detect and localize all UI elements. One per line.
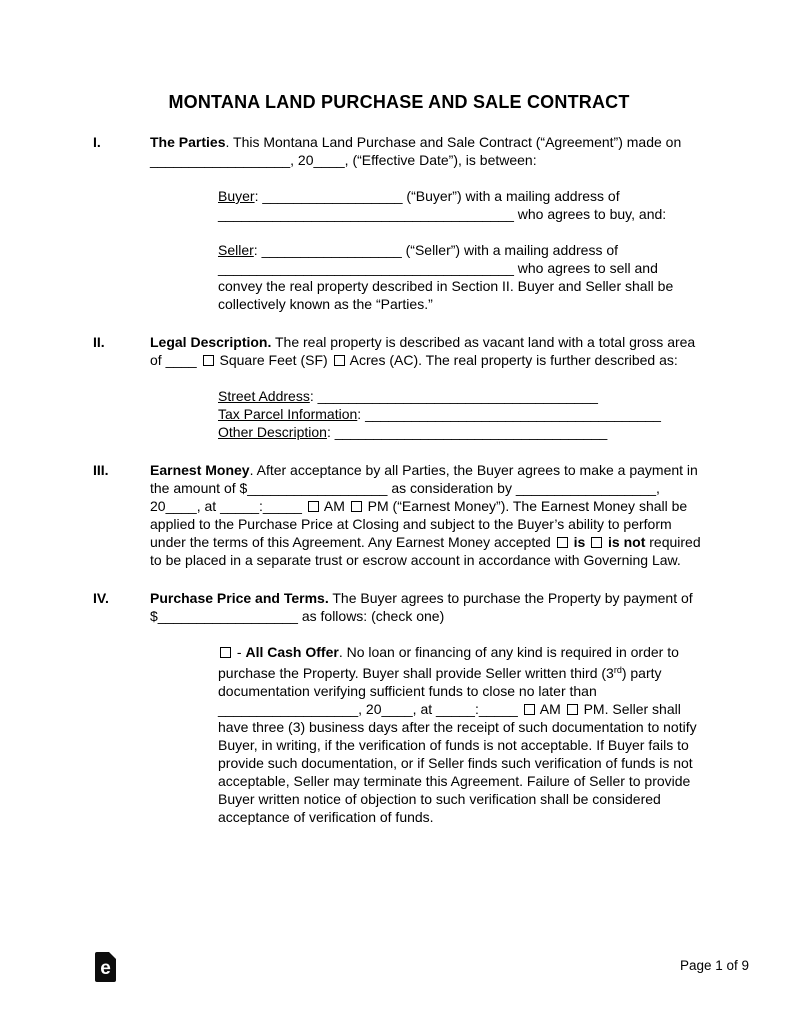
text-run (302, 498, 306, 514)
earnest-minute-blank[interactable]: _____ (262, 498, 302, 514)
text-run (197, 352, 201, 368)
text-run: The real property is described as vacant land with a total gross area of (150, 334, 696, 368)
checkbox-cash-pm[interactable] (567, 704, 578, 715)
cash-offer-year-blank[interactable]: ____ (381, 701, 413, 717)
text-run: who agrees to buy, and: (513, 206, 667, 222)
section-number: IV. (93, 590, 109, 606)
all-cash-offer-paragraph (218, 643, 705, 826)
text-run: PM. Seller shall have three (3) business days after the receipt of such documentation to notify Buyer, in writing, if the verification of funds is not acceptable. If Buyer fails to provide such documentation, or if Seller finds such verification of funds is not acceptable, Seller may terminate this Agreement. Failure of Seller to provide Buyer written notice of objection to such verification shall be considered acceptance of verification of funds. (218, 701, 697, 825)
checkbox-square-feet[interactable] (203, 355, 214, 366)
text-run: : (253, 242, 262, 258)
text-run: , 20 (290, 152, 314, 168)
buyer-label: Buyer (218, 188, 255, 204)
earnest-hour-blank[interactable]: _____ (220, 498, 260, 514)
text-run: ) party documentation verifying sufficient funds to close no later than (218, 665, 662, 699)
eforms-logo-letter: e (100, 958, 111, 979)
cash-offer-hour-blank[interactable]: _____ (436, 701, 475, 717)
seller-address-blank[interactable]: ______________________________________ (218, 260, 514, 276)
other-description-label: Other Description (218, 424, 327, 440)
text-run: : (357, 406, 366, 422)
document-title: MONTANA LAND PURCHASE AND SALE CONTRACT (168, 92, 630, 112)
text-run: : (309, 388, 318, 404)
text-run: - (233, 644, 246, 660)
purchase-price-blank[interactable]: __________________ (157, 608, 298, 624)
text-run: as consideration by (387, 480, 516, 496)
earnest-is-label: is (573, 534, 586, 550)
checkbox-earnest-pm[interactable] (351, 501, 362, 512)
purchase-price-paragraph (150, 589, 705, 625)
heading-purchase-price-and-terms: Purchase Price and Terms. (150, 590, 329, 606)
other-description-blank[interactable]: ___________________________________ (334, 424, 608, 440)
page-number: Page 1 of 9 (679, 958, 749, 973)
section-the-parties (93, 133, 705, 313)
text-run: The Buyer agrees to purchase the Property by payment of $ (150, 590, 693, 624)
gross-area-blank[interactable]: ____ (165, 352, 197, 368)
effective-year-blank[interactable]: ____ (313, 152, 345, 168)
section-earnest-money (93, 461, 705, 569)
checkbox-acres[interactable] (334, 355, 345, 366)
street-address-blank[interactable]: ____________________________________ (317, 388, 598, 404)
earnest-is-not-label: is not (608, 534, 646, 550)
buyer-address-blank[interactable]: ______________________________________ (218, 206, 514, 222)
earnest-money-paragraph (150, 461, 705, 569)
all-cash-offer-label: All Cash Offer (245, 644, 339, 660)
seller-name-blank[interactable]: __________________ (261, 242, 402, 258)
seller-label: Seller (218, 242, 254, 258)
text-run (585, 534, 589, 550)
text-run: (“Buyer”) with a mailing address of (402, 188, 620, 204)
text-run: who agrees to sell and convey the real property described in Section II. Buyer and Seller shall be collectively known as the “Parties.” (218, 260, 674, 312)
buyer-paragraph (218, 187, 705, 223)
section-number: II. (93, 334, 105, 350)
checkbox-cash-am[interactable] (524, 704, 535, 715)
text-run: as follows: (check one) (297, 608, 445, 624)
earnest-date-blank[interactable]: __________________ (515, 480, 657, 496)
text-run: PM (“Earnest Money”). The Earnest Money shall be applied to the Purchase Price at Closing and subject to the Buyer’s ability to perform under the terms of this Agreement. Any Earnest Money accepted (150, 498, 688, 550)
text-run: : (259, 498, 263, 514)
heading-legal-description: Legal Description. (150, 334, 272, 350)
checkbox-earnest-is[interactable] (557, 537, 568, 548)
text-run: required to be placed in a separate trust or escrow account in accordance with Governing Law. (150, 534, 701, 568)
text-run: (“Seller”) with a mailing address of (401, 242, 619, 258)
cash-offer-minute-blank[interactable]: _____ (478, 701, 518, 717)
section-purchase-price (93, 589, 705, 826)
text-run: , 20 (150, 480, 660, 514)
text-run: , (“Effective Date”), is between: (344, 152, 537, 168)
buyer-name-blank[interactable]: __________________ (262, 188, 403, 204)
text-run: Acres (AC). The real property is further described as: (346, 352, 678, 368)
section-body (150, 133, 705, 313)
tax-parcel-blank[interactable]: ______________________________________ (365, 406, 661, 422)
heading-the-parties: The Parties (150, 134, 226, 150)
text-run: AM (536, 701, 565, 717)
text-run: . After acceptance by all Parties, the Buyer agrees to make a payment in the amount of $ (150, 462, 698, 496)
text-run: : (254, 188, 263, 204)
text-run: , at (412, 701, 437, 717)
text-run: , at (196, 498, 221, 514)
text-run: , 20 (358, 701, 382, 717)
section-body (150, 461, 705, 569)
eforms-logo (95, 952, 116, 982)
legal-description-paragraph (150, 333, 705, 369)
effective-date-blank[interactable]: __________________ (150, 152, 291, 168)
text-run: . This Montana Land Purchase and Sale Contract (“Agreement”) made on (225, 134, 682, 150)
street-address-label: Street Address (218, 388, 310, 404)
section-number: III. (93, 462, 109, 478)
text-run: : (474, 701, 479, 717)
tax-parcel-label: Tax Parcel Information (218, 406, 358, 422)
street-address-line (218, 387, 705, 405)
section-body (150, 589, 705, 826)
section-number: I. (93, 134, 101, 150)
ordinal-superscript: rd (613, 665, 622, 675)
text-run: . No loan or financing of any kind is required in order to purchase the Property. Buyer shall provide Seller written third (3 (218, 644, 679, 681)
section-legal-description (93, 333, 705, 441)
text-run: : (326, 424, 335, 440)
other-description-line (218, 423, 705, 441)
text-run (518, 701, 522, 717)
text-run: Square Feet (SF) (215, 352, 332, 368)
tax-parcel-line (218, 405, 705, 423)
heading-earnest-money: Earnest Money (150, 462, 250, 478)
earnest-amount-blank[interactable]: __________________ (247, 480, 388, 496)
cash-offer-date-blank[interactable]: __________________ (218, 701, 359, 717)
seller-paragraph (218, 241, 705, 313)
page-content (93, 90, 705, 846)
checkbox-all-cash-offer[interactable] (220, 647, 231, 658)
section-body (150, 333, 705, 441)
text-run: AM (320, 498, 349, 514)
parties-intro-paragraph (150, 133, 705, 169)
earnest-year-blank[interactable]: ____ (165, 498, 197, 514)
checkbox-earnest-am[interactable] (308, 501, 319, 512)
checkbox-earnest-is-not[interactable] (591, 537, 602, 548)
